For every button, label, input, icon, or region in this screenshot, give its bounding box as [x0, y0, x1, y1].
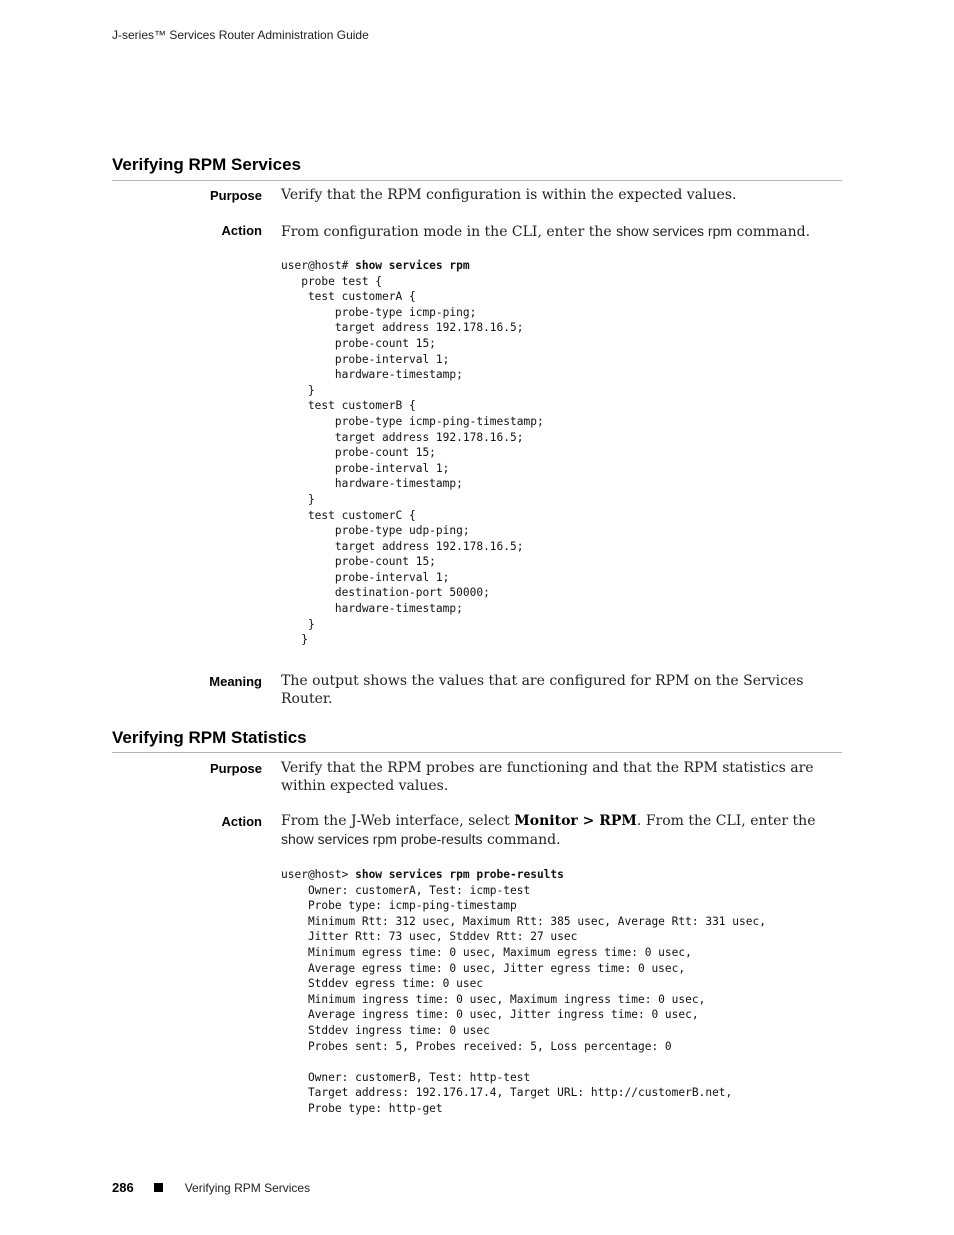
meaning-text: The output shows the values that are configured for RPM on the Services Router.	[281, 673, 804, 707]
purpose-text: Verify that the RPM probes are functioning and that the RPM statistics are within expected values.	[281, 760, 814, 794]
cli-command: show services rpm probe-results	[281, 831, 483, 847]
cli-command-input: show services rpm	[355, 259, 470, 272]
footer-section-name: Verifying RPM Services	[184, 1180, 311, 1195]
code-block-config	[281, 258, 544, 648]
purpose-text: Verify that the RPM configuration is within the expected values.	[281, 187, 737, 203]
action-text-post: command.	[732, 224, 811, 240]
action-text-mid: . From the CLI, enter the	[636, 813, 816, 829]
action-label: Action	[221, 814, 262, 829]
action-text-post: command.	[482, 832, 561, 848]
cli-output: Owner: customerA, Test: icmp-test Probe type: icmp-ping-timestamp Minimum Rtt: 312 usec, Maximum Rtt: 385 usec, Average Rtt: 331 usec, Jitter Rtt: 73 usec, Stddev Rtt: 27 usec Minimum egress time: 0 usec, Maximum egress time: 0 usec, Average egress time: 0 usec, Jitter egress time: 0 usec, Stddev egress time: 0 usec Minimum ingress time: 0 usec, Maximum ingress time: 0 usec, Average ingress time: 0 usec, Jitter ingress time: 0 usec, Stddev ingress time: 0 usec Probes sent: 5, Probes received: 5, Loss percentage: 0 Owner: customerB, Test: http-test Target address: 192.176.17.4, Target URL: http://customerB.net, Probe type: http-get	[307, 883, 766, 1115]
section-divider	[112, 180, 842, 181]
cli-command-input: show services rpm probe-results	[355, 868, 564, 881]
code-block-probe-results	[281, 867, 766, 1117]
action-text-pre: From the J-Web interface, select	[281, 813, 515, 829]
cli-prompt: user@host>	[281, 868, 356, 881]
action-text-pre: From configuration mode in the CLI, enter the	[281, 224, 617, 240]
section-title-rpm-statistics: Verifying RPM Statistics	[112, 728, 307, 747]
purpose-label: Purpose	[209, 761, 262, 776]
section-divider	[112, 752, 842, 753]
cli-output: probe test { test customerA { probe-type icmp-ping; target address 192.178.16.5; probe-count 15; probe-interval 1; hardware-timestamp; } test customerB { probe-type icmp-ping-timestamp; target address 192.178.16.5; probe-count 15; probe-interval 1; hardware-timestamp; } test customerC { probe-type udp-ping; target address 192.178.16.5; probe-count 15; probe-interval 1; destination-port 50000; hardware-timestamp; } }	[301, 274, 544, 647]
action-label: Action	[221, 223, 262, 238]
page-number: 286	[112, 1180, 134, 1195]
cli-command: show services rpm	[616, 223, 733, 239]
page-footer	[112, 1180, 310, 1195]
cli-prompt: user@host#	[281, 259, 356, 272]
purpose-label: Purpose	[209, 188, 262, 203]
square-bullet-icon	[154, 1183, 163, 1192]
menu-path: Monitor > RPM	[514, 813, 637, 829]
section-title-rpm-services: Verifying RPM Services	[112, 155, 301, 174]
meaning-label: Meaning	[209, 674, 262, 689]
action-text	[281, 812, 846, 849]
action-text	[281, 222, 846, 241]
running-header: J-series™ Services Router Administration Guide	[112, 28, 369, 42]
